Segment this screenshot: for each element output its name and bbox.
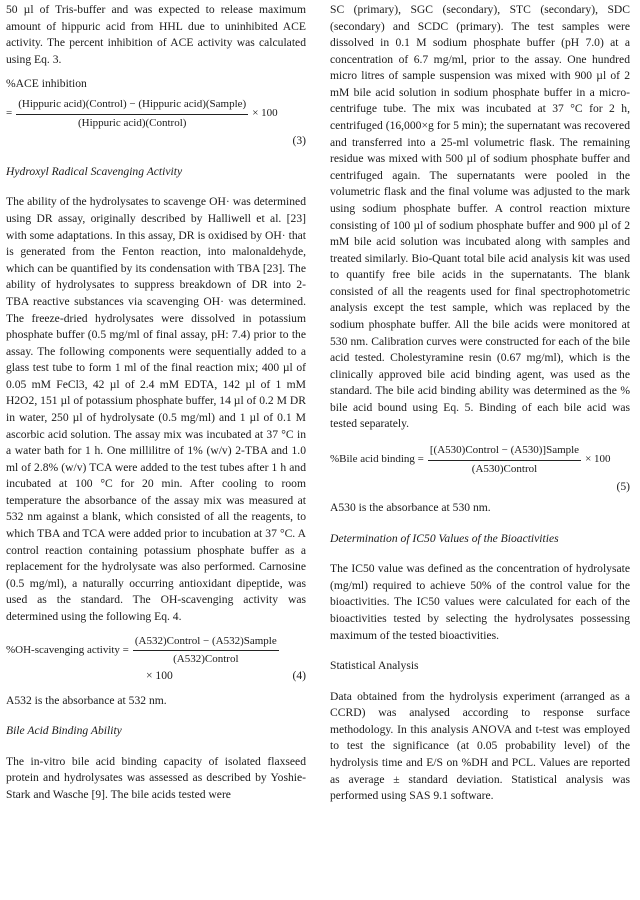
eq3-label: %ACE inhibition (6, 77, 87, 91)
eq3-fraction (16, 97, 248, 131)
paragraph-ace-end: 50 µl of Tris-buffer and was expected to release maximum amount of hippuric acid from HHL due to uninhibited ACE activity. The percent inhibition of ACE activity was calculated using Eq. 3. (6, 3, 306, 66)
eq4-numerator: (A532)Control − (A532)Sample (133, 634, 279, 652)
a530-note: A530 is the absorbance at 530 nm. (330, 501, 491, 515)
eq4-multiplier: × 100 (146, 668, 173, 682)
eq4-tail-row (6, 668, 306, 685)
a532-note: A532 is the absorbance at 532 nm. (6, 693, 167, 707)
eq5-fraction (428, 443, 581, 477)
heading-statistical-analysis: Statistical Analysis (330, 659, 419, 673)
eq3-denominator: (Hippuric acid)(Control) (77, 116, 187, 129)
eq4-number: (4) (292, 668, 306, 682)
paragraph-bile-intro: The in-vitro bile acid binding capacity of isolated flaxseed protein and hydrolysates was assessed as described by Yoshie-Stark and Wasche [9]. The bile acids tested were (6, 754, 306, 801)
equation-5 (330, 443, 630, 477)
equation-4 (6, 634, 306, 668)
eq5-denominator: (A530)Control (471, 462, 538, 475)
equation-3: = $\frac{\text{(Hippuric acid)(Control) − (Hippuric acid)(Sample)}}{\text{(Hippuric acid)(Control)}}$ × 100 (6, 97, 306, 131)
left-column (6, 2, 306, 803)
eq4-fraction (133, 634, 279, 668)
eq3-numerator: (Hippuric acid)(Control) − (Hippuric acid)(Sample) (16, 97, 248, 115)
paragraph-statistics: Data obtained from the hydrolysis experiment (arranged as a CCRD) was analysed according to response surface methodology. In this analysis ANOVA and t-test was employed to test the significance (at 0.05 probability level) of the hydrolysis time and E/S on %DH and PCL. Values are reported as average ± standard deviation. Statistical analysis was performed using SAS 9.1 software. (330, 689, 630, 803)
eq5-numerator: [(A530)Control − (A530)]Sample (428, 443, 581, 461)
heading-ic50: Determination of IC50 Values of the Bioactivities (330, 531, 559, 545)
paragraph-bile-method: SC (primary), SGC (secondary), STC (secondary), SDC (secondary) and SCDC (primary). The test samples were dissolved in 0.1 M sodium phosphate buffer (pH 7.0) at a concentration of 6.7 mg/ml, prior to the assay. One hundred micro litres of sample suspension was mixed with 900 µl of 2 mM bile acid solution in sodium phosphate buffer in a micro-centrifuge tube. The mix was incubated at 37 °C for 2 h, centrifuged (16,000×g for 5 min); the supernatant was recovered and transferred into a 25-ml volumetric flask. The remaining residue was mixed with 500 µl of sodium phosphate buffer and centrifuged again. The supernatants were pooled in the volumetric flask and the final volume was adjusted to the mark using sodium phosphate buffer. A control reaction mixture consisting of 100 µl of sodium phosphate buffer and 900 µl of 2 mM bile acid solution was incubated along with samples and treated similarly. Bio-Quant total bile acid analysis kit was used to quantify free bile acids in the supernatants. The blank consisted of all the reagents used for final spectrophotometric analysis except the test sample, which was replaced by the sodium phosphate buffer. All the bile acids were monitored at 530 nm. Calibration curves were constructed for each of the bile acid tested. Cholestyramine resin (0.67 mg/ml), which is the clinically approved bile acid binding agent, was used as the standard. The bile acid binding ability was determined as the % bile acid bound using Eq. 5. Binding of each bile acid was tested separately. (330, 3, 630, 431)
eq5-multiplier: × 100 (585, 453, 611, 466)
eq3-multiplier: × 100 (252, 107, 278, 120)
eq4-denominator: (A532)Control (173, 653, 239, 666)
eq3-number: (3) (292, 134, 306, 148)
heading-hydroxyl-radical: Hydroxyl Radical Scavenging Activity (6, 164, 183, 178)
right-column (330, 2, 630, 805)
eq5-label: %Bile acid binding = (330, 453, 424, 466)
paragraph-ic50: The IC50 value was defined as the concentration of hydrolysate (mg/ml) required to achieve 50% of the control value for the bioactivities. The IC50 values were calculated for each of the bioactivities tested by selecting the hydrolysates possessing maximum of the tested bioactivities. (330, 562, 630, 642)
heading-bile-acid: Bile Acid Binding Ability (6, 724, 122, 738)
eq5-number: (5) (616, 480, 630, 494)
eq4-label: %OH-scavenging activity = (6, 643, 129, 656)
paragraph-hydroxyl-method: The ability of the hydrolysates to scavenge OH· was determined using DR assay, originally described by Halliwell et al. [23] with some adaptations. In this assay, DR is oxidised by OH· that is generated from the Fenton reaction, into malonaldehyde, which can be quantified by its condensation with TBA [23]. The ability of hydrolysates to suppress breakdown of DR into 2-TBA reactive substances via scavenging OH· was determined. The freeze-dried hydrolysates were dissolved in potassium phosphate buffer (0.5 mg/ml of final assay, pH: 7.4) prior to the assay. The following components were sequentially added to a glass test tube to form 1 ml of the final reaction mix; 400 µl of 0.05 mM FeCl3, 42 µl of 2.4 mM EDTA, 142 µl of 1 mM H2O2, 151 µl of potassium phosphate buffer, 14 µl of 0.2 M DR in water, 250 µl of hydrolysate (0.5 mg/ml) and 1 µl of 0.1 M ascorbic acid solution. The assay mix was incubated at 37 °C in a water bath for 1 h. One millilitre of 1% (w/v) 2-TBA and 1.0 ml of 2.8% (w/v) TCA were added to the test tubes after 1 h and incubated at 100 °C for 20 min. After cooling to room temperature the absorbance of the assay mix was measured at 532 nm against a blank, which consisted of all the reagents, to which TBA and TCA were added prior to incubation at 37 °C. A control reaction containing potassium phosphate buffer as a replacement for the hydrolysate was also performed. Carnosine (0.5 mg/ml), a naturally occurring antioxidant dipeptide, was used as the standard. The OH-scavenging activity was determined using the following Eq. 4. (6, 195, 306, 623)
